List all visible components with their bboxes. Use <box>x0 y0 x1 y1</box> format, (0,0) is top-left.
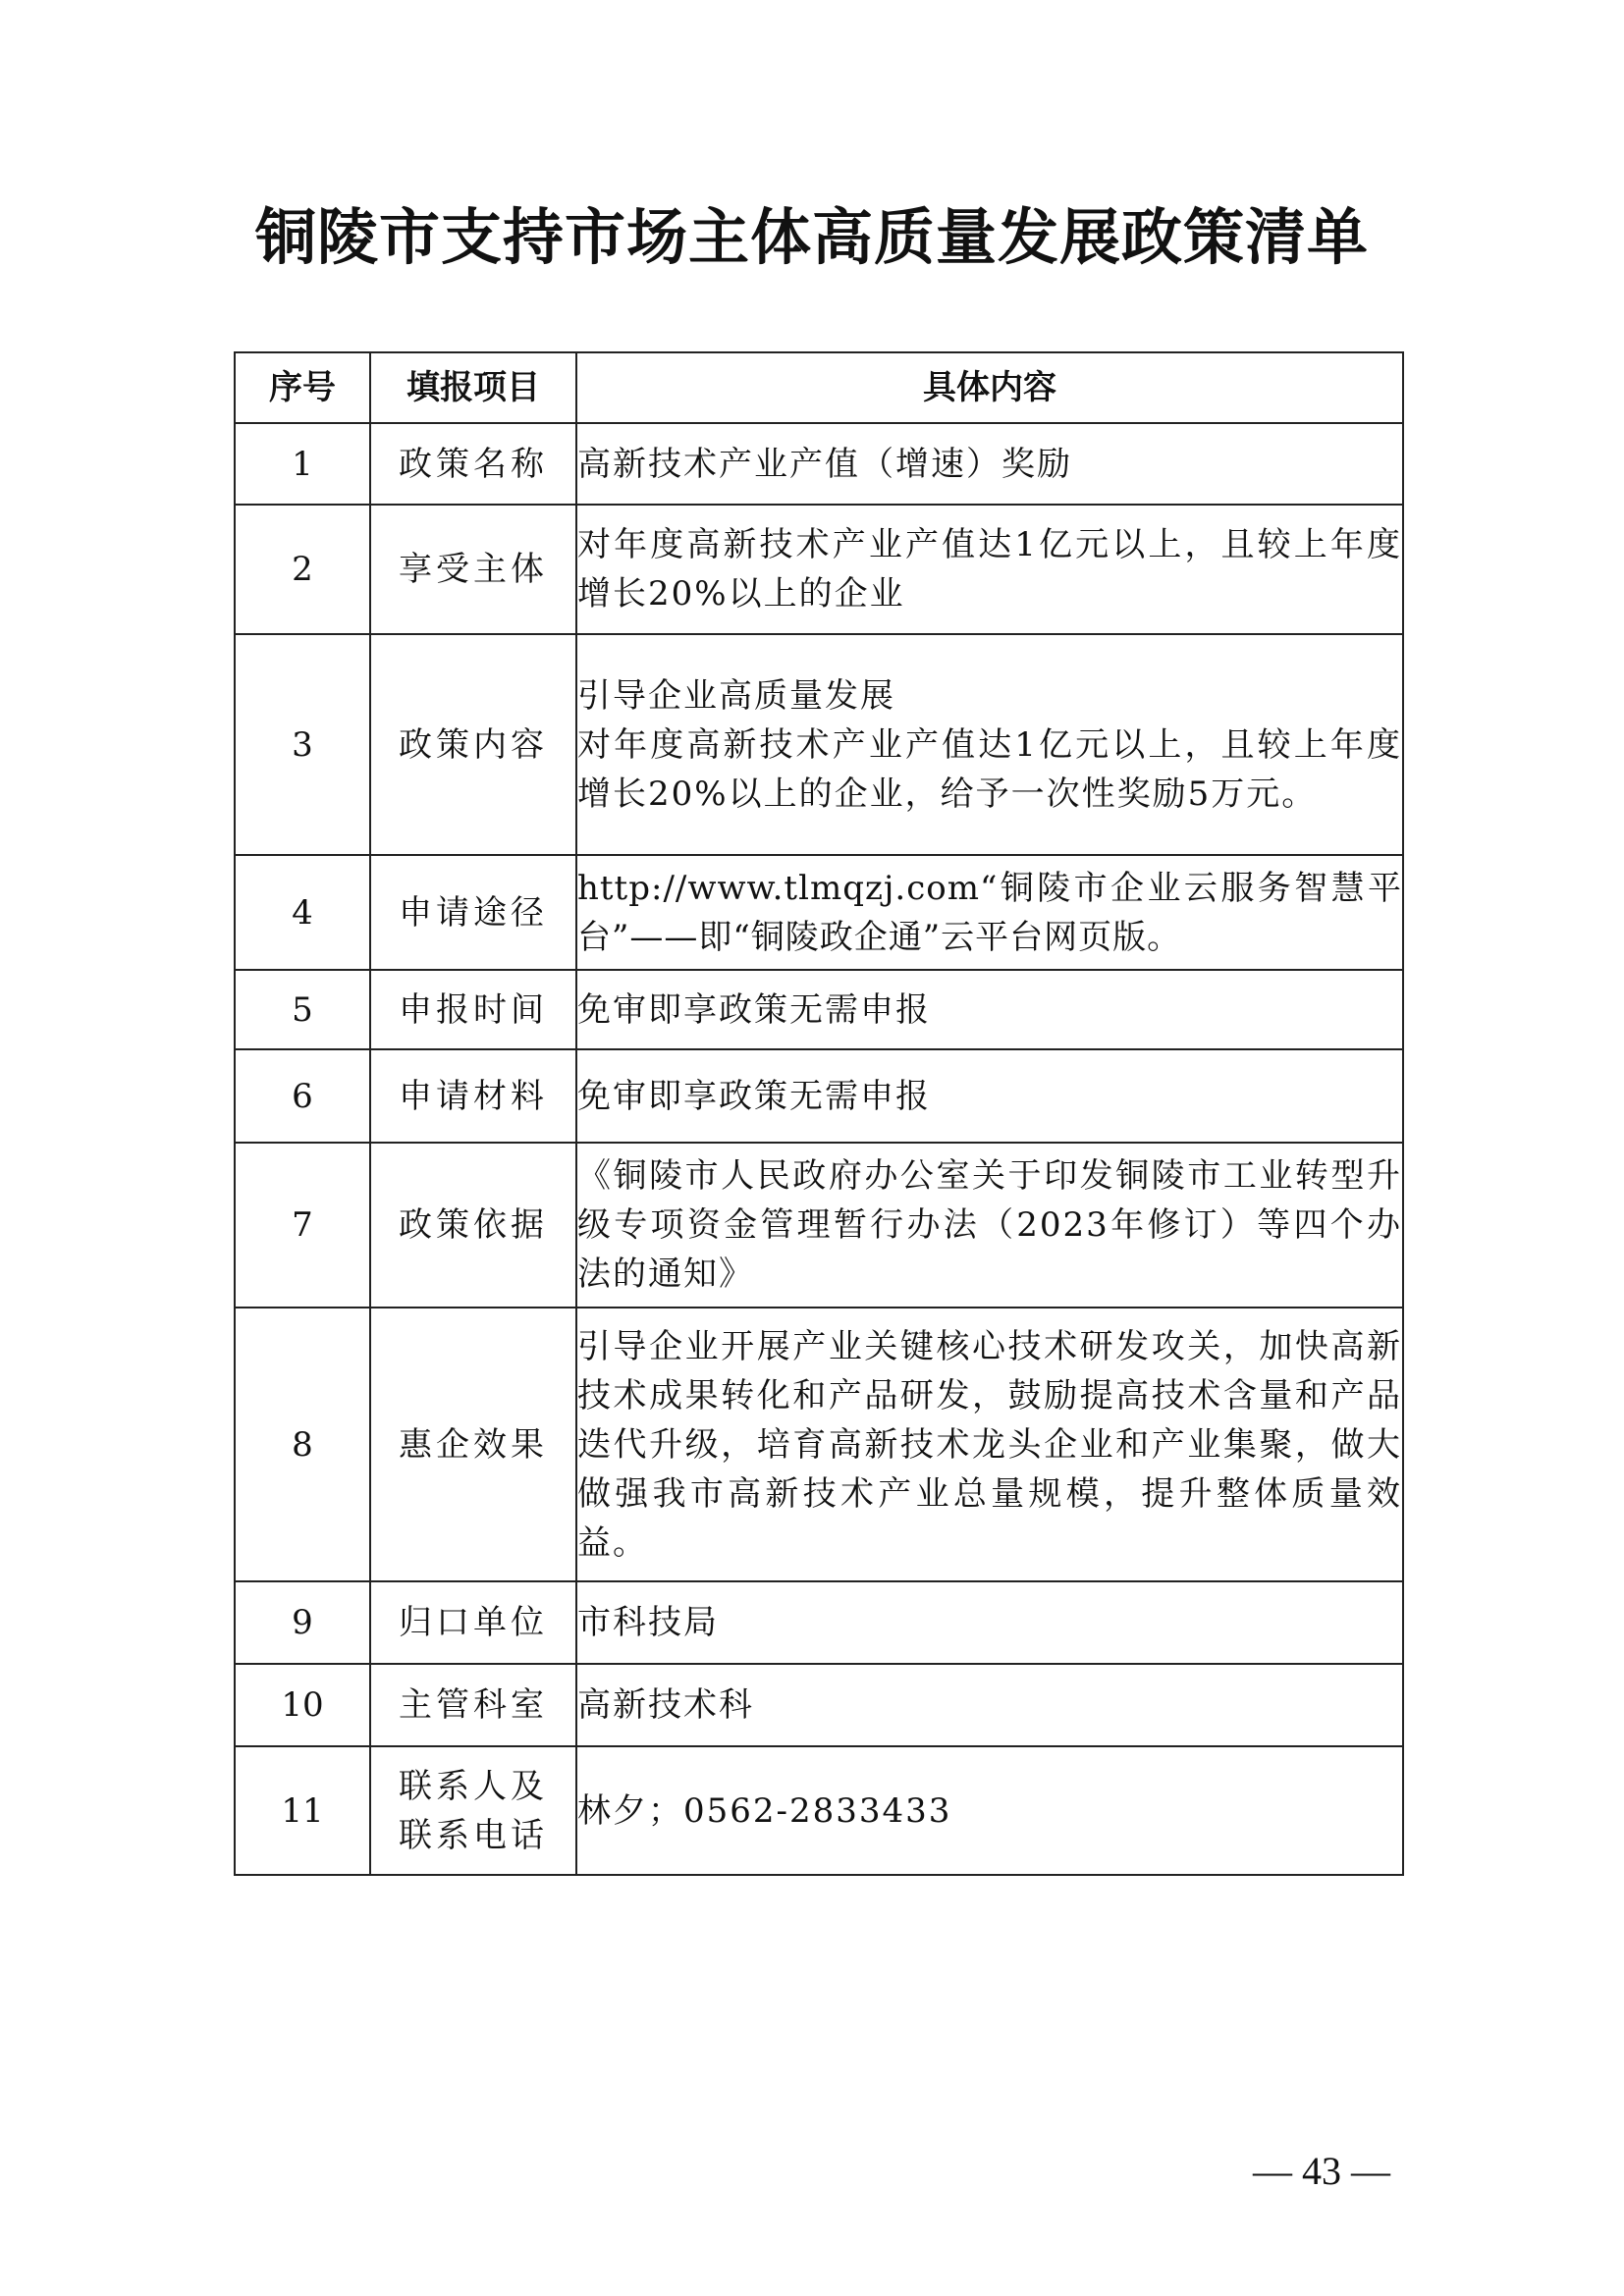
row-number: 11 <box>235 1746 370 1875</box>
table-row <box>235 970 1403 1049</box>
table-row <box>235 634 1403 855</box>
row-content: 引导企业开展产业关键核心技术研发攻关，加快高新技术成果转化和产品研发，鼓励提高技术含量和产品迭代升级，培育高新技术龙头企业和产业集聚，做大做强我市高新技术产业总量规模，提升整体质量效益。 <box>576 1308 1403 1581</box>
row-number: 7 <box>235 1143 370 1308</box>
row-content-line: 对年度高新技术产业产值达1亿元以上，且较上年度增长20%以上的企业，给予一次性奖励5万元。 <box>577 724 1402 814</box>
header-item: 填报项目 <box>370 352 576 423</box>
row-content: 市科技局 <box>576 1581 1403 1664</box>
row-content: 免审即享政策无需申报 <box>576 1049 1403 1143</box>
row-number: 10 <box>235 1664 370 1746</box>
table-row <box>235 1664 1403 1746</box>
row-number: 1 <box>235 423 370 505</box>
row-item: 申报时间 <box>370 970 576 1049</box>
row-number: 6 <box>235 1049 370 1143</box>
row-item: 主管科室 <box>370 1664 576 1746</box>
table-row <box>235 1049 1403 1143</box>
table-row <box>235 423 1403 505</box>
row-item: 联系人及联系电话 <box>370 1746 576 1875</box>
row-content: 林夕；0562-2833433 <box>576 1746 1403 1875</box>
row-item: 享受主体 <box>370 505 576 634</box>
row-number: 3 <box>235 634 370 855</box>
header-content: 具体内容 <box>576 352 1403 423</box>
row-item: 申请途径 <box>370 855 576 970</box>
row-number: 4 <box>235 855 370 970</box>
row-item: 惠企效果 <box>370 1308 576 1581</box>
document-title: 铜陵市支持市场主体高质量发展政策清单 <box>254 201 1369 273</box>
row-number: 9 <box>235 1581 370 1664</box>
row-content: 免审即享政策无需申报 <box>576 970 1403 1049</box>
row-content-line: 引导企业高质量发展 <box>577 675 895 716</box>
policy-table <box>234 351 1404 1876</box>
row-content <box>576 634 1403 855</box>
header-serial: 序号 <box>235 352 370 423</box>
row-content: 对年度高新技术产业产值达1亿元以上，且较上年度增长20%以上的企业 <box>576 505 1403 634</box>
row-item: 政策内容 <box>370 634 576 855</box>
row-number: 5 <box>235 970 370 1049</box>
row-item: 申请材料 <box>370 1049 576 1143</box>
table-row <box>235 855 1403 970</box>
table-row <box>235 1143 1403 1308</box>
table-row <box>235 1308 1403 1581</box>
row-item: 归口单位 <box>370 1581 576 1664</box>
row-content: 高新技术产业产值（增速）奖励 <box>576 423 1403 505</box>
row-item: 政策名称 <box>370 423 576 505</box>
row-content: 《铜陵市人民政府办公室关于印发铜陵市工业转型升级专项资金管理暂行办法（2023年修订）等四个办法的通知》 <box>576 1143 1403 1308</box>
row-item: 政策依据 <box>370 1143 576 1308</box>
row-content: http://www.tlmqzj.com“铜陵市企业云服务智慧平台”——即“铜陵政企通”云平台网页版。 <box>576 855 1403 970</box>
table-header-row <box>235 352 1403 423</box>
table-row <box>235 505 1403 634</box>
row-number: 8 <box>235 1308 370 1581</box>
table-row <box>235 1746 1403 1875</box>
row-content: 高新技术科 <box>576 1664 1403 1746</box>
table-row <box>235 1581 1403 1664</box>
row-number: 2 <box>235 505 370 634</box>
page-number: — 43 — <box>1253 2149 1390 2193</box>
